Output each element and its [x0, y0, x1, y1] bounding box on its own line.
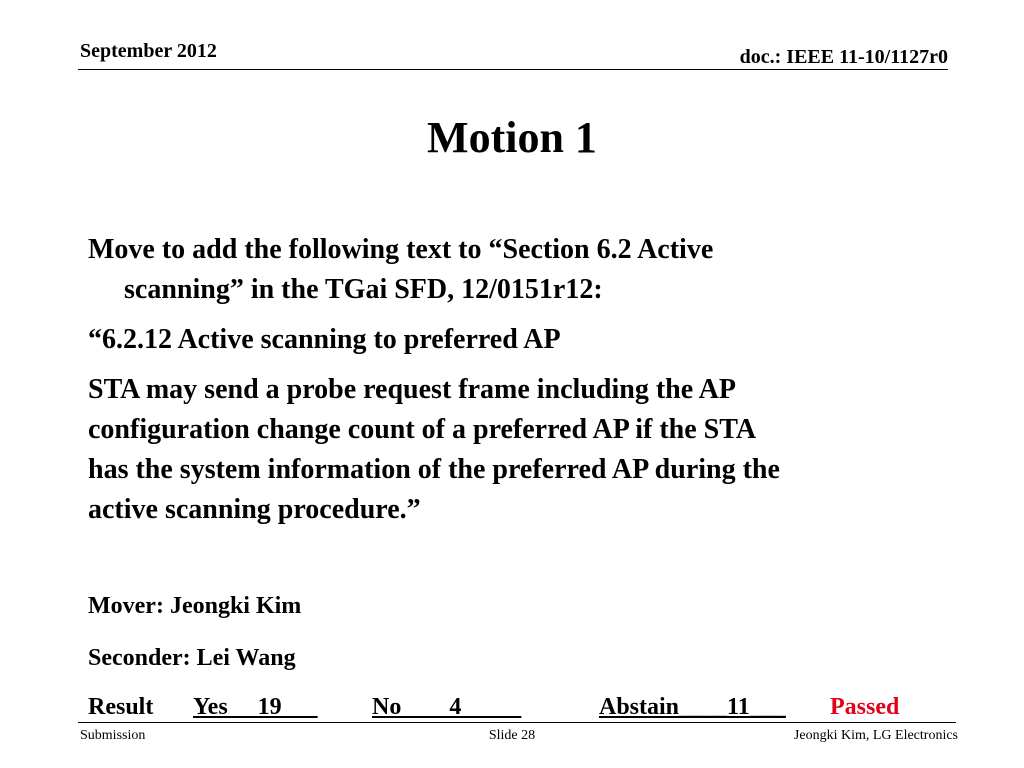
seconder: Seconder: Lei Wang [88, 645, 296, 671]
result-status: Passed [830, 694, 900, 720]
slide-title: Motion 1 [427, 113, 597, 162]
result-yes: Yes 19 [193, 694, 318, 720]
footer-author: Jeongki Kim, LG Electronics [793, 728, 958, 743]
footer-submission: Submission [80, 728, 146, 743]
motion-body-line-3: has the system information of the preferred AP during the [88, 454, 780, 485]
footer-slide-number: Slide 28 [488, 728, 536, 743]
motion-body-line-1: STA may send a probe request frame including the AP [88, 374, 736, 405]
header-divider [78, 69, 948, 70]
motion-intro [88, 230, 948, 310]
result-abstain: Abstain____11___ [599, 694, 786, 720]
section-heading: “6.2.12 Active scanning to preferred AP [88, 324, 561, 355]
mover: Mover: Jeongki Kim [88, 593, 302, 619]
result-no: No 4 [372, 694, 522, 720]
motion-intro-line-1: Move to add the following text to “Section 6.2 Active [88, 234, 714, 265]
result-label: Result [88, 694, 154, 720]
header-date: September 2012 [80, 40, 217, 62]
header-doc-id: doc.: IEEE 11-10/1127r0 [739, 46, 948, 68]
motion-intro-line-2: scanning” in the TGai SFD, 12/0151r12: [124, 274, 603, 305]
footer-divider [78, 722, 956, 723]
motion-body-line-2: configuration change count of a preferred AP if the STA [88, 414, 757, 445]
motion-body-line-4: active scanning procedure.” [88, 494, 421, 525]
motion-body [88, 370, 948, 530]
